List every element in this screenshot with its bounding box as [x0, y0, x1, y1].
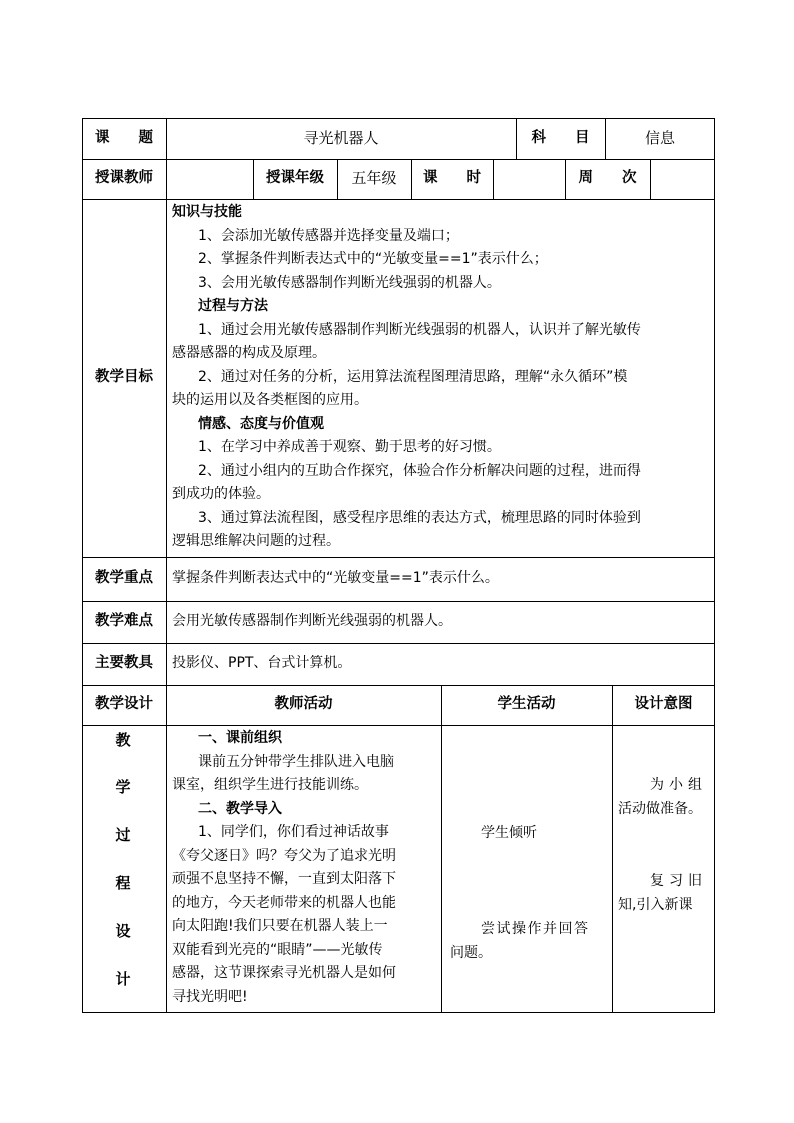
design-header-teacher: 教师活动 — [274, 696, 333, 713]
goals-e3a: 3、通过算法流程图，感受程序思维的表达方式，梳理思路的同时体验到 — [198, 509, 641, 526]
difficulty-label: 教学难点 — [95, 613, 153, 630]
goals-p1b: 感器感器的构成及原理。 — [172, 345, 326, 361]
week-label: 周 次 — [578, 170, 637, 187]
goals-heading-emotion: 情感、态度与价值观 — [198, 415, 324, 432]
period-value — [493, 159, 565, 199]
teacher-line-1a: 课前五分钟带学生排队进入电脑 — [198, 753, 394, 770]
design-header-col1: 教学设计 — [95, 696, 153, 713]
difficulty-value: 会用光敏传感器制作判断光线强弱的机器人。 — [172, 613, 452, 630]
goals-e2a: 2、通过小组内的互助合作探究，体验合作分析解决问题的过程，进而得 — [198, 462, 641, 479]
teacher-line-1b: 课室，组织学生进行技能训练。 — [172, 777, 368, 793]
design-header-student: 学生活动 — [497, 696, 556, 713]
design-header-intent: 设计意图 — [634, 696, 693, 713]
teacher-label: 授课教师 — [95, 170, 153, 187]
grade-value: 五年级 — [351, 169, 397, 188]
intent-line-1b: 活动做准备。 — [618, 801, 702, 817]
teacher-line-2e: 向太阳跑!我们只要在机器人装上一 — [172, 918, 388, 934]
goals-heading-process: 过程与方法 — [198, 298, 268, 314]
process-char-2: 学 — [115, 778, 131, 796]
student-line-1: 学生倾听 — [481, 825, 537, 841]
tools-label: 主要教具 — [95, 655, 153, 672]
ke-mu-label: 科 目 — [531, 129, 590, 146]
goals-k2: 2、掌握条件判断表达式中的“光敏变量==1”表示什么； — [198, 251, 548, 267]
key-label: 教学重点 — [95, 570, 153, 587]
process-char-5: 设 — [115, 922, 131, 940]
goals-e1: 1、在学习中养成善于观察、勤于思考的好习惯。 — [198, 439, 501, 455]
tools-value: 投影仪、PPT、台式计算机。 — [172, 655, 352, 672]
process-char-1: 教 — [115, 731, 131, 749]
goals-p1a: 1、通过会用光敏传感器制作判断光线强弱的机器人，认识并了解光敏传 — [198, 321, 641, 338]
teacher-line-2b: 《夸父逐日》吗？夸父为了追求光明 — [172, 847, 396, 864]
process-char-3: 过 — [115, 826, 131, 844]
teacher-line-2c: 顽强不息坚持不懈，一直到太阳落下 — [172, 871, 396, 887]
intent-line-1a: 为小组 — [650, 777, 707, 793]
ke-mu-value: 信息 — [644, 128, 675, 147]
process-char-6: 计 — [115, 970, 131, 988]
teacher-line-2f: 双能看到光亮的“眼睛”——光敏传 — [172, 941, 383, 958]
goals-label: 教学目标 — [95, 369, 153, 386]
goals-k3: 3、会用光敏传感器制作判断光线强弱的机器人。 — [198, 274, 501, 291]
intent-line-2a: 复习旧 — [650, 873, 707, 889]
key-value: 掌握条件判断表达式中的“光敏变量==1”表示什么。 — [172, 570, 499, 587]
goals-e3b: 逻辑思维解决问题的过程。 — [172, 533, 340, 549]
teacher-value — [166, 159, 253, 199]
student-line-2a: 尝试操作并回答 — [481, 921, 590, 937]
student-line-2b: 问题。 — [450, 945, 492, 961]
period-label: 课 时 — [423, 170, 481, 187]
teacher-line-2h: 寻找光明吧! — [172, 988, 248, 1005]
goals-p2b: 块的运用以及各类框图的应用。 — [172, 392, 368, 408]
teacher-line-2g: 感器，这节课探索寻光机器人是如何 — [172, 965, 396, 981]
grade-label: 授课年级 — [266, 170, 324, 187]
ke-ti-label: 课 题 — [95, 129, 153, 146]
process-char-4: 程 — [115, 874, 131, 892]
goals-p2a: 2、通过对任务的分析，运用算法流程图理清思路，理解“永久循环”模 — [198, 368, 628, 385]
teacher-heading-1: 一、课前组织 — [198, 730, 282, 746]
ke-ti-value: 寻光机器人 — [303, 128, 379, 147]
teacher-heading-2: 二、教学导入 — [198, 800, 282, 817]
teacher-activity — [166, 727, 441, 1012]
teacher-line-2a: 1、同学们，你们看过神话故事 — [198, 824, 389, 840]
goals-content — [166, 200, 715, 557]
intent-line-2b: 知,引入新课 — [618, 897, 693, 913]
goals-k1: 1、会添加光敏传感器并选择变量及端口； — [198, 227, 459, 244]
goals-heading-knowledge: 知识与技能 — [172, 204, 242, 220]
teacher-line-2d: 的地方，今天老师带来的机器人也能 — [172, 894, 396, 911]
week-value — [650, 159, 715, 199]
goals-e2b: 到成功的体验。 — [172, 486, 270, 502]
